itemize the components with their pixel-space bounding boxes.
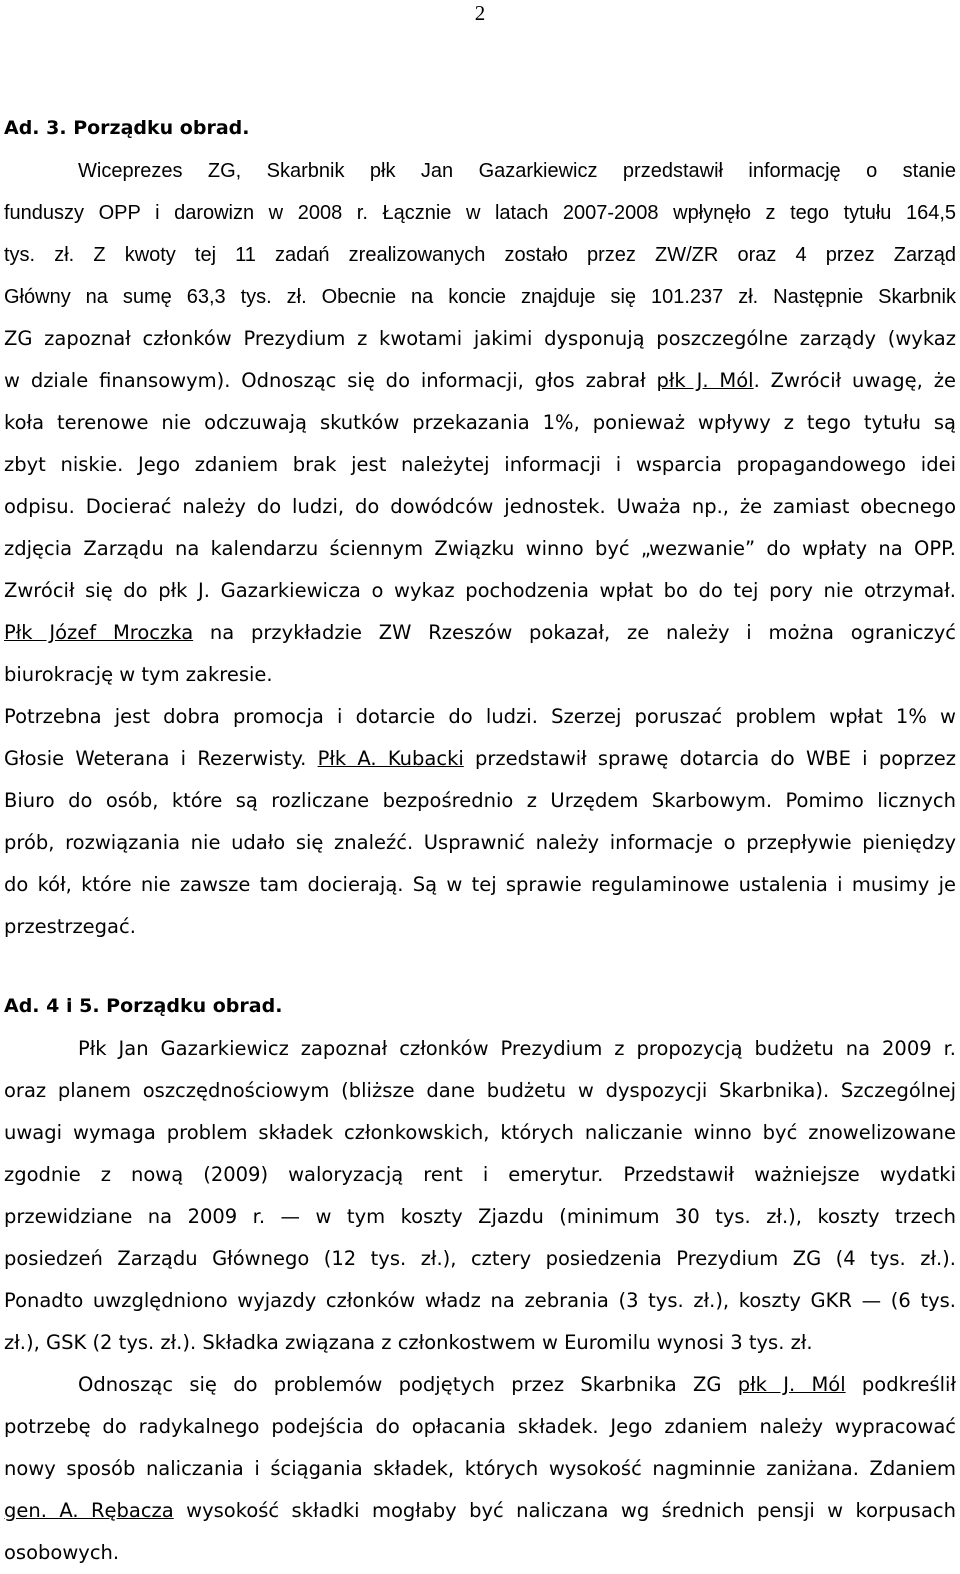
paragraph-line [4,360,956,402]
paragraph-line: do kół, które nie zawsze tam docierają. Są w tej sprawie regulaminowe ustalenia i musimy je [4,873,956,896]
paragraph-line: odpisu. Docierać należy do ludzi, do dowódców jednostek. Uważa np., że zamiast obecnego [4,495,956,518]
person-name: gen. A. Rębacza [4,1499,174,1522]
paragraph-line: ZG zapoznał członków Prezydium z kwotami jakimi dysponują poszczególne zarządy (wykaz [4,327,956,350]
person-name: Płk Józef Mroczka [4,621,194,644]
text-run: przedstawił sprawę dotarcia do WBE i poprzez [463,747,956,770]
text-run: . Zwrócił uwagę, że [753,369,956,392]
paragraph-line [4,612,956,654]
text-run: na przykładzie ZW Rzeszów pokazał, ze należy i można ograniczyć [193,621,956,644]
paragraph-line: posiedzeń Zarządu Głównego (12 tys. zł.), cztery posiedzenia Prezydium ZG (4 tys. zł.). [4,1247,956,1270]
paragraph-line: biurokrację w tym zakresie. [4,663,273,686]
paragraph-line: Ponadto uwzględniono wyjazdy członków władz na zebrania (3 tys. zł.), koszty GKR — (6 tys. [4,1289,956,1312]
paragraph-line: zgodnie z nową (2009) waloryzacją rent i emerytur. Przedstawił ważniejsze wydatki [4,1163,956,1186]
text-run: wysokość składki mogłaby być naliczana wg średnich pensji w korpusach [173,1499,956,1522]
paragraph-line [4,1490,956,1532]
paragraph-line: zdjęcia Zarządu na kalendarzu ściennym Związku winno być „wezwanie” do wpłaty na OPP. [4,537,956,560]
paragraph-line: tys. zł. Z kwoty tej 11 zadań zrealizowanych zostało przez ZW/ZR oraz 4 przez Zarząd [4,244,956,266]
paragraph-line: przestrzegać. [4,915,136,938]
text-run: podkreślił [845,1373,956,1396]
paragraph-line: zbyt niskie. Jego zdaniem brak jest należytej informacji i wsparcia propagandowego idei [4,453,956,476]
paragraph-line: uwagi wymaga problem składek członkowskich, których naliczanie winno być znowelizowane [4,1121,956,1144]
paragraph-line: Wiceprezes ZG, Skarbnik płk Jan Gazarkiewicz przedstawił informację o stanie [78,160,956,182]
paragraph-line: zł.), GSK (2 tys. zł.). Składka związana z członkostwem w Euromilu wynosi 3 tys. zł. [4,1331,813,1354]
paragraph-line [4,738,956,780]
person-name: płk J. Mól [656,369,754,392]
section-heading: Ad. 4 i 5. Porządku obrad. [4,995,283,1017]
paragraph-line: potrzebę do radykalnego podejścia do opłacania składek. Jego zdaniem należy wypracować [4,1415,956,1438]
paragraph-line: prób, rozwiązania nie udało się znaleźć. Usprawnić należy informacje o przepływie pieniędzy [4,831,956,854]
text-run: Głosie Weterana i Rezerwisty. [4,747,307,770]
paragraph-line: osobowych. [4,1541,120,1564]
paragraph-line [4,1364,956,1406]
paragraph-line: funduszy OPP i darowizn w 2008 r. Łącznie w latach 2007-2008 wpłynęło z tego tytułu 164,5 [4,202,956,224]
page-number: 2 [474,1,486,25]
paragraph-line: Potrzebna jest dobra promocja i dotarcie do ludzi. Szerzej poruszać problem wpłat 1% w [4,705,956,728]
paragraph-line: Płk Jan Gazarkiewicz zapoznał członków Prezydium z propozycją budżetu na 2009 r. [78,1037,956,1060]
paragraph-line: koła terenowe nie odczuwają skutków przekazania 1%, ponieważ wpływy z tego tytułu są [4,411,956,434]
paragraph-line: nowy sposób naliczania i ściągania składek, których wysokość nagminnie zaniżana. Zdaniem [4,1457,956,1480]
section-paragraph [4,1028,956,1574]
person-name: płk J. Mól [737,1373,846,1396]
person-name: Płk A. Kubacki [317,747,464,770]
text-run: Odnosząc się do problemów podjętych przez Skarbnika ZG [78,1373,722,1396]
paragraph-line: oraz planem oszczędnościowym (bliższe dane budżetu w dyspozycji Skarbnika). Szczególnej [4,1079,956,1102]
paragraph-line: Zwrócił się do płk J. Gazarkiewicza o wykaz pochodzenia wpłat bo do tej pory nie otrzymał. [4,579,956,602]
section-heading: Ad. 3. Porządku obrad. [4,117,250,139]
paragraph-line: Biuro do osób, które są rozliczane bezpośrednio z Urzędem Skarbowym. Pomimo licznych [4,789,956,812]
section-paragraph [4,150,956,948]
paragraph-line: przewidziane na 2009 r. — w tym koszty Zjazdu (minimum 30 tys. zł.), koszty trzech [4,1205,956,1228]
text-run: w dziale finansowym). Odnosząc się do informacji, głos zabrał [4,369,646,392]
paragraph-line: Główny na sumę 63,3 tys. zł. Obecnie na koncie znajduje się 101.237 zł. Następnie Skarbnik [4,286,956,308]
